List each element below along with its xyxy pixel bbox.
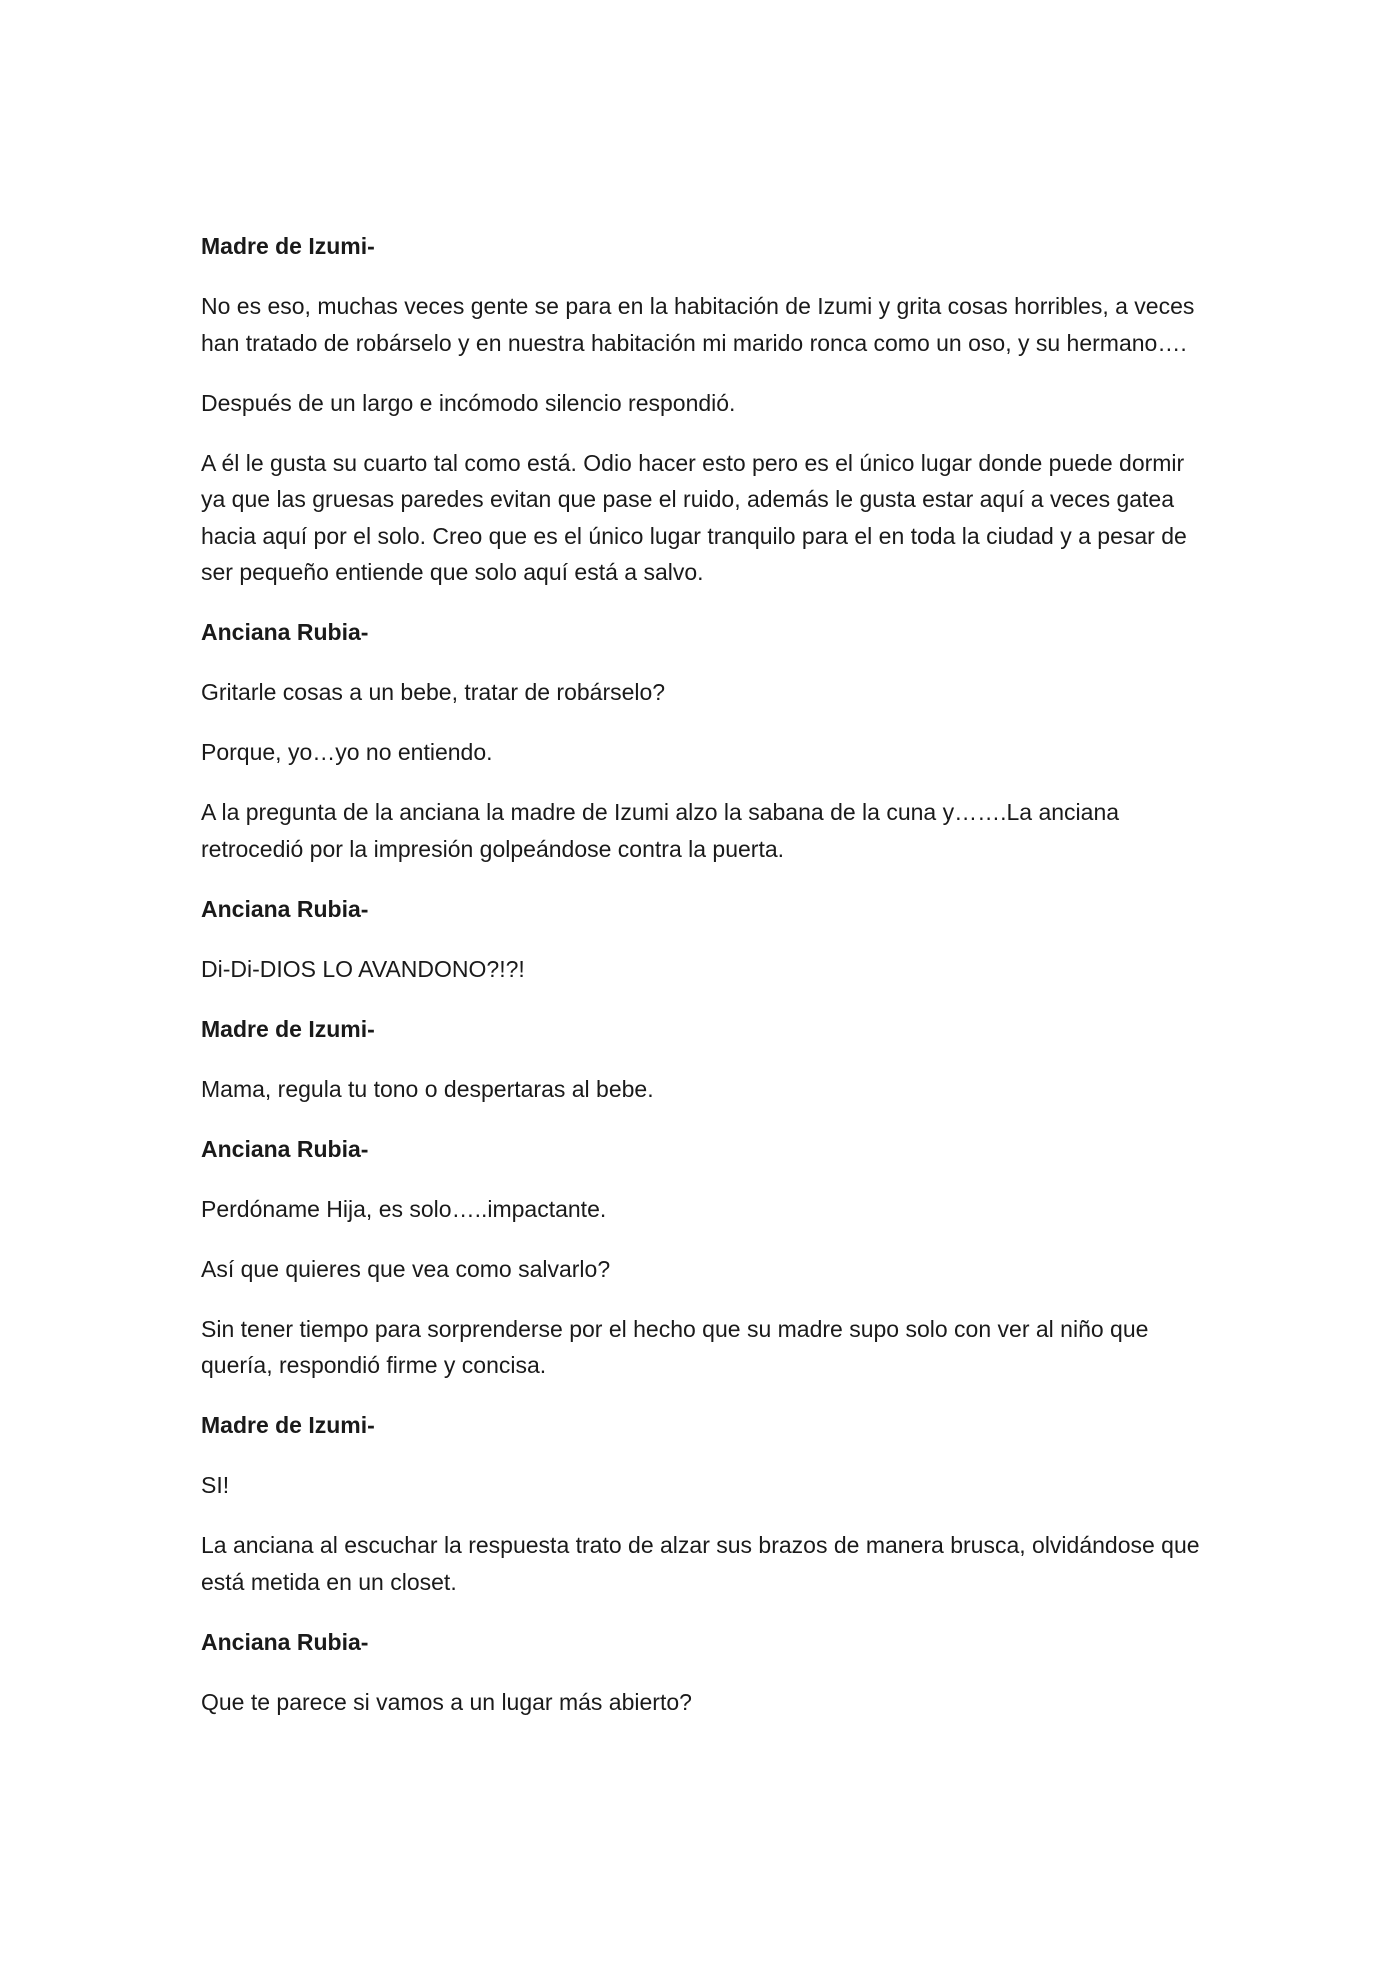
speaker-label: Madre de Izumi-: [201, 1015, 375, 1042]
speaker-label: Madre de Izumi-: [201, 233, 375, 259]
speaker-label: Anciana Rubia-: [201, 619, 369, 645]
speaker-label: Anciana Rubia-: [201, 1135, 369, 1162]
paragraph: Gritarle cosas a un bebe, tratar de robárselo?: [201, 679, 666, 705]
paragraph: Sin tener tiempo para sorprenderse por el hecho que su madre supo solo con ver al niño que quería, respondió firme y concisa.: [201, 1315, 1149, 1378]
paragraph: Que te parece si vamos a un lugar más abierto?: [201, 1688, 692, 1715]
paragraph: Di-Di-DIOS LO AVANDONO?!?!: [201, 955, 525, 982]
speaker-label: Anciana Rubia-: [201, 1628, 369, 1655]
document-body: [201, 228, 1201, 1744]
speaker-label: Anciana Rubia-: [201, 895, 369, 922]
paragraph: Así que quieres que vea como salvarlo?: [201, 1255, 611, 1282]
paragraph: A la pregunta de la anciana la madre de Izumi alzo la sabana de la cuna y…….La anciana retrocedió por la impresión golpeándose contra la puerta.: [201, 799, 1120, 862]
paragraph: Después de un largo e incómodo silencio respondió.: [201, 389, 736, 416]
paragraph: Perdóname Hija, es solo…..impactante.: [201, 1195, 607, 1222]
paragraph: SI!: [201, 1472, 230, 1498]
paragraph: No es eso, muchas veces gente se para en la habitación de Izumi y grita cosas horribles, a veces han tratado de robárselo y en nuestra habitación mi marido ronca como un oso, y su hermano….: [201, 293, 1195, 356]
paragraph: Porque, yo…yo no entiendo.: [201, 739, 493, 765]
paragraph: Mama, regula tu tono o despertaras al bebe.: [201, 1075, 654, 1102]
paragraph: La anciana al escuchar la respuesta trato de alzar sus brazos de manera brusca, olvidándose que está metida en un closet.: [201, 1532, 1200, 1595]
paragraph: A él le gusta su cuarto tal como está. Odio hacer esto pero es el único lugar donde puede dormir ya que las gruesas paredes evitan que pase el ruido, además le gusta estar aquí a veces gatea hacia aquí por el solo. Creo que es el único lugar tranquilo para el en toda la ciudad y a pesar de ser pequeño entiende que solo aquí está a salvo.: [201, 449, 1187, 585]
speaker-label: Madre de Izumi-: [201, 1412, 375, 1438]
